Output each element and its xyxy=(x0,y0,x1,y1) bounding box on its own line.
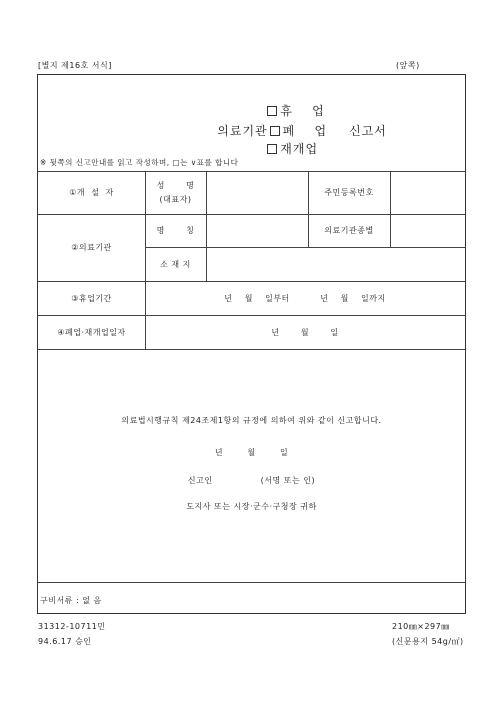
checkbox-icon[interactable] xyxy=(267,144,277,154)
opener-label: ①개 설 자 xyxy=(69,188,114,197)
title-prefix: 의료기관 xyxy=(217,124,268,138)
declaration-date[interactable]: 년 월 일 xyxy=(214,447,289,457)
paper-type: (신문용지 54g/㎡) xyxy=(392,637,464,646)
closure-date-label: ④폐업·재개업일자 xyxy=(57,327,126,337)
title-suffix: 신고서 xyxy=(349,124,387,138)
representative-name-label: 성 명 (대표자) xyxy=(156,180,195,204)
institution-type-field[interactable] xyxy=(390,214,465,247)
address-field[interactable] xyxy=(206,247,465,281)
report-form xyxy=(37,74,466,614)
closure-period-label: ③휴업기간 xyxy=(71,293,112,303)
address-label: 소 재 지 xyxy=(160,259,191,269)
name-field[interactable] xyxy=(206,171,308,214)
declaration-statement: 의료법시행규칙 제24조제1항의 규정에 의하여 위와 같이 신고합니다. xyxy=(121,415,382,425)
paper-size: 210㎜×297㎜ xyxy=(392,622,450,631)
closure-period-field[interactable]: 년 월 일부터 년 월 일까지 xyxy=(224,293,386,303)
title-option-reopen[interactable]: 재개업 xyxy=(248,126,318,171)
addressee: 도지사 또는 시장·군수·구청장 귀하 xyxy=(186,501,317,511)
required-documents: 구비서류 : 없 음 xyxy=(40,596,102,605)
reporter-signature-line[interactable] xyxy=(38,473,465,487)
title-option-closure[interactable]: 휴 업 xyxy=(248,88,325,133)
institution-name-field[interactable] xyxy=(206,214,308,247)
form-code: 31312-10711민 xyxy=(38,622,106,631)
closure-date-field[interactable]: 년 월 일 xyxy=(271,327,339,337)
page-side-label: (앞쪽) xyxy=(396,61,420,70)
form-number: [별지 제16호 서식] xyxy=(38,61,112,70)
rrn-field[interactable] xyxy=(390,171,465,214)
approval-date: 94.6.17 승인 xyxy=(38,637,92,646)
signature-hint: (서명 또는 인) xyxy=(260,475,316,485)
institution-name-label: 명 칭 xyxy=(156,226,195,235)
rrn-label: 주민등록번호 xyxy=(324,188,374,197)
institution-type-label: 의료기관종별 xyxy=(324,226,374,235)
institution-label: ②의료기관 xyxy=(71,243,112,252)
title-option-shutdown[interactable]: 폐 업 xyxy=(282,124,328,138)
reporter-label: 신고인 xyxy=(187,475,213,485)
instruction-notice: ※ 뒷쪽의 신고안내를 읽고 작성하며, □는 ∨표를 합니다 xyxy=(40,158,239,167)
